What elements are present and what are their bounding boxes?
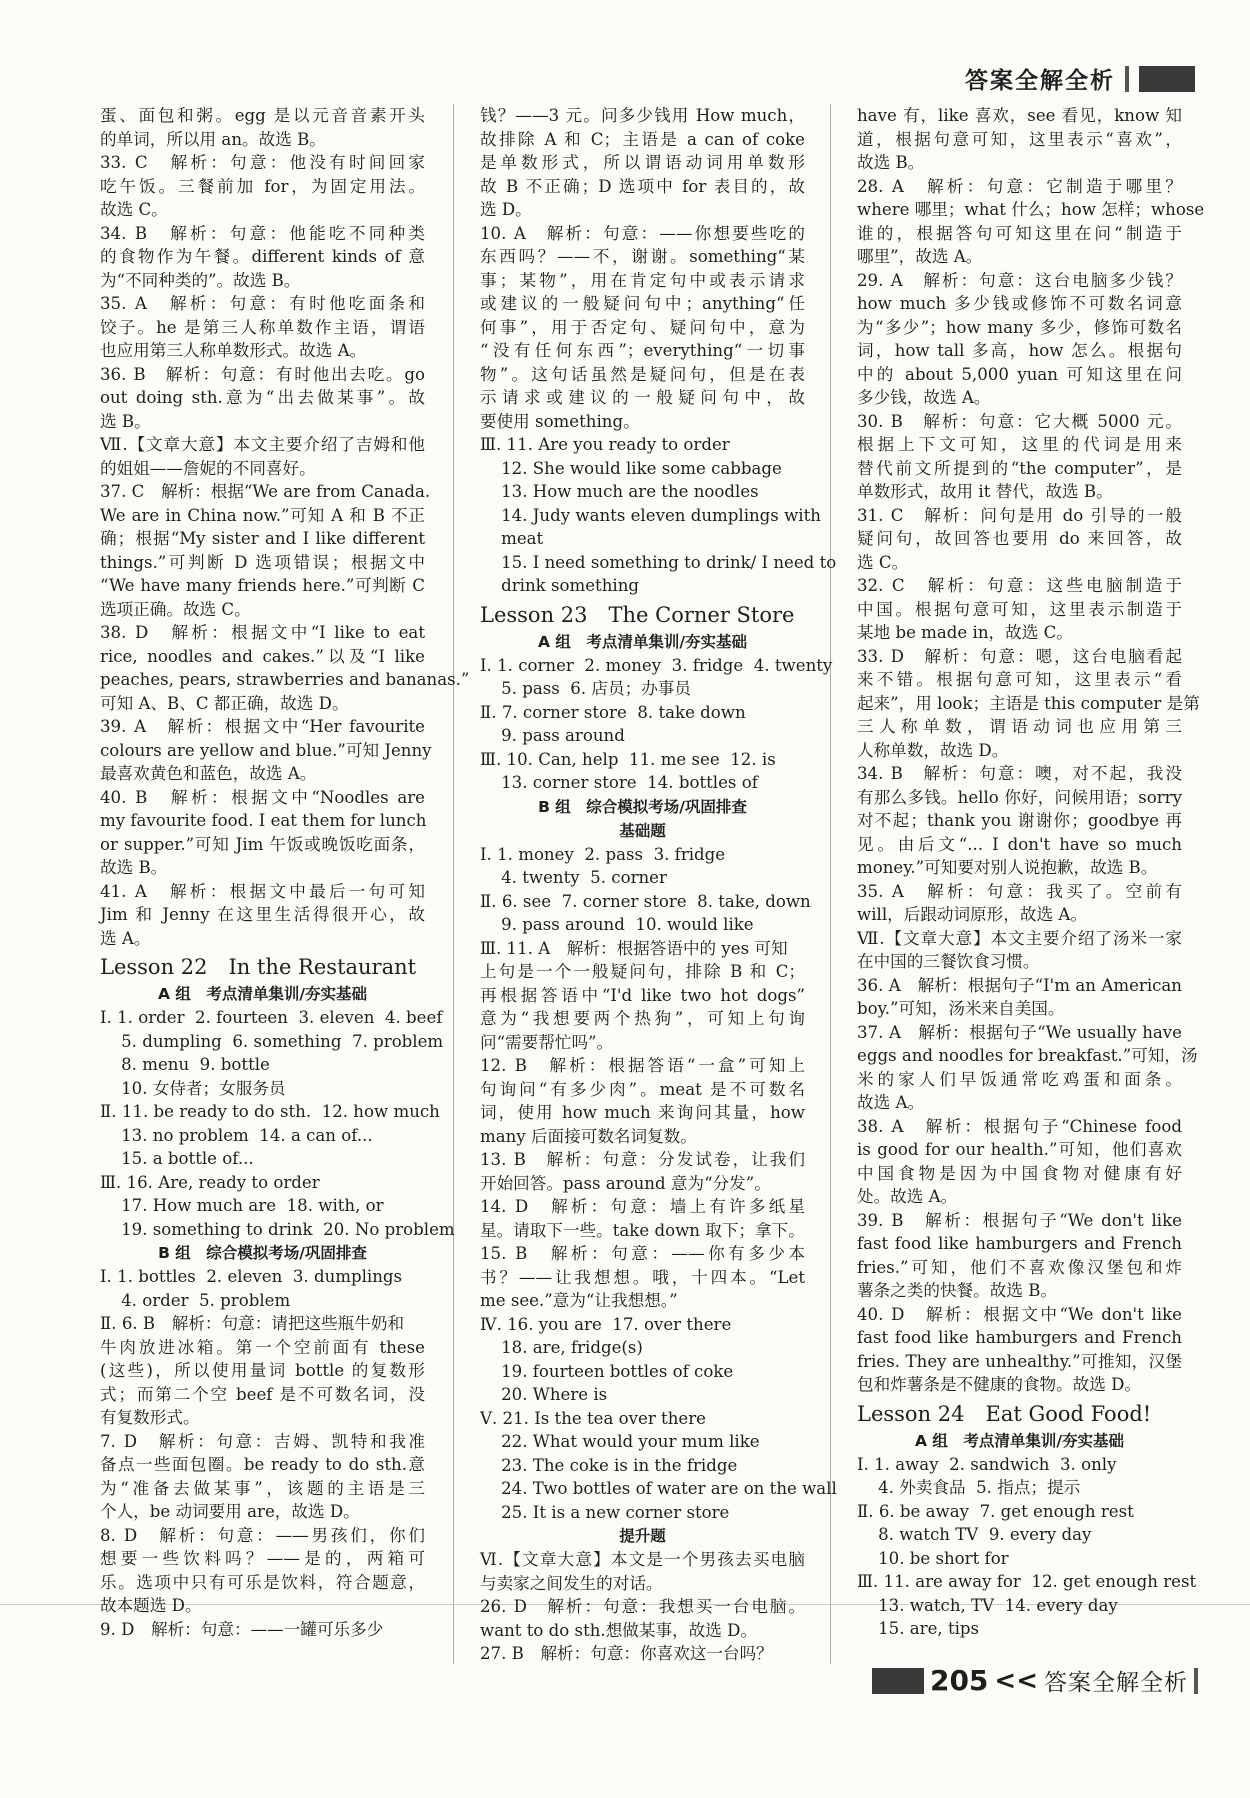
text-line: 26. D 解析：句意：我想买一台电脑。 — [480, 1597, 805, 1616]
text-line: (这些)，所以使用量词 bottle 的复数形 — [100, 1361, 425, 1380]
text-line: 在中国的三餐饮食习惯。 — [857, 952, 1040, 971]
text-line: 37. A 解析：根据句子“We usually have — [857, 1022, 1182, 1042]
text-line: want to do sth.想做某事，故选 D。 — [480, 1620, 758, 1640]
text-line: 句询问“有多少肉”。meat 是不可数名 — [480, 1079, 805, 1099]
footer-decor-block — [872, 1668, 924, 1694]
text-line: Ⅲ. 11. A 解析：根据答语中的 yes 可知 — [480, 938, 788, 958]
text-line: 34. B 解析：句意：他能吃不同种类 — [100, 223, 425, 243]
text-line: 13. watch, TV 14. every day — [857, 1595, 1118, 1615]
text-line: 钱？——3 元。问多少钱用 How much， — [480, 106, 805, 125]
text-line: meat — [480, 529, 544, 548]
text-line: 30. B 解析：句意：它大概 5000 元。 — [857, 411, 1182, 431]
text-line: 上句是一个一般疑问句，排除 B 和 C； — [480, 962, 805, 981]
text-line: 36. B 解析：句意：有时他出去吃。go — [100, 364, 425, 384]
text-line: 4. twenty 5. corner — [480, 868, 667, 887]
text-line: 要使用 something。 — [480, 411, 640, 431]
text-line: Ⅶ.【文章大意】本文主要介绍了吉姆和他 — [100, 435, 425, 454]
text-line: 14. Judy wants eleven dumplings with — [480, 505, 821, 525]
text-line: 星。请取下一些。take down 取下；拿下。 — [480, 1220, 805, 1240]
text-line: 25. It is a new corner store — [480, 1502, 730, 1522]
text-line: 22. What would your mum like — [480, 1432, 760, 1451]
text-line: 7. D 解析：句意：吉姆、凯特和我准 — [100, 1431, 425, 1451]
text-line: 9. pass around 10. would like — [480, 915, 754, 934]
text-line: 5. pass 6. 店员；办事员 — [480, 679, 691, 698]
text-line: 13. no problem 14. a can of... — [100, 1125, 373, 1145]
header-title: 答案全解全析 — [965, 68, 1115, 94]
text-line: 39. B 解析：根据句子“We don't like — [857, 1210, 1182, 1230]
text-line: 备点一些面包圈。be ready to do sth.意 — [100, 1455, 425, 1474]
text-line: boy.”可知，汤米来自美国。 — [857, 999, 1065, 1018]
text-line: 20. Where is — [480, 1385, 608, 1404]
text-line: 想要一些饮料吗？——是的，两箱可 — [100, 1549, 425, 1568]
text-line: Ⅲ. 10. Can, help 11. me see 12. is — [480, 749, 776, 769]
text-line: 37. C 解析：根据“We are from Canada. — [100, 482, 431, 501]
text-line: 三人称单数，谓语动词也应用第三 — [857, 717, 1182, 736]
group-heading: A 组 考点清单集训/夯实基础 — [914, 1431, 1125, 1450]
text-line: 来不错。根据句意可知，这里表示“看 — [857, 670, 1182, 689]
text-line: Ⅱ. 7. corner store 8. take down — [480, 702, 746, 722]
lesson-heading: Lesson 24 Eat Good Food! — [857, 1401, 1152, 1426]
text-line: 的姐姐——詹妮的不同喜好。 — [100, 458, 316, 478]
text-line: 39. A 解析：根据文中“Her favourite — [100, 717, 425, 736]
text-line: 可知 A、B、C 都正确，故选 D。 — [100, 693, 349, 713]
text-line: 人称单数，故选 D。 — [857, 740, 1009, 760]
text-line: have 有，like 喜欢，see 看见，know 知 — [857, 106, 1182, 125]
text-line: Ⅳ. 16. you are 17. over there — [480, 1314, 732, 1334]
column-divider — [830, 104, 831, 1664]
text-line: 谁的，根据答句可知这里在问“制造于 — [857, 223, 1182, 243]
text-line: 为“不同种类的”。故选 B。 — [100, 270, 301, 290]
text-line: rice, noodles and cakes.”以及“I like — [100, 646, 425, 666]
text-line: 40. D 解析：根据文中“We don't like — [857, 1304, 1182, 1324]
text-line: 15. B 解析：句意：——你有多少本 — [480, 1244, 805, 1263]
text-line: 开始回答。pass around 意为“分发”。 — [480, 1173, 771, 1193]
text-line: 28. A 解析：句意：它制造于哪里？ — [857, 176, 1182, 196]
text-line: 替代前文所提到的“the computer”，是 — [857, 458, 1182, 478]
footer-title: 答案全解全析 — [1044, 1670, 1188, 1696]
text-line: 29. A 解析：句意：这台电脑多少钱？ — [857, 270, 1182, 290]
text-line: Ⅴ. 21. Is the tea over there — [480, 1408, 706, 1428]
text-line: Ⅱ. 6. B 解析：句意：请把这些瓶牛奶和 — [100, 1314, 405, 1333]
page-number: 205 — [929, 1664, 989, 1697]
text-line: how much 多少钱或修饰不可数名词意 — [857, 294, 1182, 313]
text-line: 故排除 A 和 C；主语是 a can of coke — [480, 129, 805, 149]
section-label: 基础题 — [619, 821, 666, 840]
text-line: Ⅶ.【文章大意】本文主要介绍了汤米一家 — [857, 928, 1182, 948]
text-line: where 哪里；what 什么；how 怎样；whose — [857, 200, 1205, 219]
text-line: 41. A 解析：根据文中最后一句可知 — [100, 881, 425, 901]
text-line: 中国。根据句意可知，这里表示制造于 — [857, 599, 1182, 619]
text-line: 33. D 解析：句意：嗯，这台电脑看起 — [857, 646, 1182, 666]
text-line: 对不起；thank you 谢谢你；goodbye 再 — [857, 811, 1182, 830]
text-line: 38. D 解析：根据文中“I like to eat — [100, 623, 425, 642]
text-line: 故 B 不正确；D 选项中 for 表目的，故 — [480, 176, 805, 196]
text-line: is good for our health.”可知，他们喜欢 — [857, 1140, 1182, 1159]
text-line: 乐。选项中只有可乐是饮料，符合题意， — [100, 1572, 425, 1592]
text-line: 10. 女侍者；女服务员 — [100, 1078, 286, 1098]
text-line: 选 B。 — [100, 411, 151, 431]
text-line: or supper.”可知 Jim 午饭或晚饭吃面条， — [100, 834, 425, 854]
text-line: 故选 A。 — [857, 1093, 925, 1112]
group-heading: A 组 考点清单集训/夯实基础 — [157, 985, 368, 1003]
text-line: 13. How much are the noodles — [480, 482, 759, 501]
double-chevron-icon: << — [994, 1665, 1038, 1696]
text-line: 19. fourteen bottles of coke — [480, 1361, 734, 1381]
text-line: 选 C。 — [857, 552, 909, 572]
text-line: Ⅱ. 6. see 7. corner store 8. take, down — [480, 891, 811, 911]
text-line: 书？——让我想想。哦，十四本。“Let — [480, 1267, 805, 1287]
text-line: 35. A 解析：句意：我买了。空前有 — [857, 881, 1182, 901]
text-line: 选 A。 — [100, 928, 151, 948]
text-line: 牛肉放进冰箱。第一个空前面有 these — [100, 1337, 425, 1357]
text-line: 为“多少”；how many 多少，修饰可数名 — [857, 317, 1182, 337]
text-line: 8. menu 9. bottle — [100, 1055, 270, 1074]
text-line: 27. B 解析：句意：你喜欢这一台吗？ — [480, 1644, 773, 1663]
text-line: 吃午饭。三餐前加 for，为固定用法。 — [100, 176, 425, 196]
text-line: 35. A 解析：句意：有时他吃面条和 — [100, 294, 425, 313]
text-line: fast food like hamburgers and French — [857, 1234, 1182, 1253]
text-line: 与卖家之间发生的对话。 — [480, 1573, 663, 1593]
text-line: Ⅵ.【文章大意】本文是一个男孩去买电脑 — [480, 1550, 805, 1569]
text-line: 多少钱，故选 A。 — [857, 388, 991, 407]
text-line: 4. order 5. problem — [100, 1290, 291, 1310]
text-line: me see.”意为“让我想想。” — [480, 1291, 678, 1310]
text-line: 是单数形式，所以谓语动词用单数形 — [480, 153, 805, 172]
text-line: We are in China now.”可知 A 和 B 不正 — [100, 505, 425, 525]
text-line: 40. B 解析：根据文中“Noodles are — [100, 787, 425, 807]
text-line: 为“准备去做某事”，该题的主语是三 — [100, 1478, 425, 1498]
text-line: fast food like hamburgers and French — [857, 1328, 1182, 1347]
answer-page — [100, 104, 1205, 1664]
text-line: 米的家人们早饭通常吃鸡蛋和面条。 — [857, 1069, 1182, 1089]
text-line: 4. 外卖食品 5. 指点；提示 — [857, 1478, 1081, 1497]
text-line: 处。故选 A。 — [857, 1187, 958, 1206]
page-header — [965, 62, 1195, 95]
text-line: fries. They are unhealthy.”可推知，汉堡 — [857, 1351, 1182, 1371]
text-line: 薯条之类的快餐。故选 B。 — [857, 1281, 1057, 1300]
footer-divider — [1194, 1668, 1198, 1694]
text-line: out doing sth.意为“出去做某事”。故 — [100, 388, 425, 407]
text-line: 有复数形式。 — [100, 1408, 200, 1427]
text-line: 词，how tall 多高，how 怎么。根据句 — [857, 341, 1182, 360]
text-line: Ⅲ. 11. are away for 12. get enough rest — [857, 1572, 1197, 1591]
text-line: 蛋、面包和粥。egg 是以元音音素开头 — [100, 106, 425, 125]
text-line: 意为“我想要两个热狗”，可知上句询 — [480, 1009, 805, 1028]
text-line: 起来”，用 look；主语是 this computer 是第 — [857, 693, 1200, 713]
text-line: 14. D 解析：句意：墙上有许多纸星 — [480, 1197, 805, 1216]
text-line: 事；某物”，用在肯定句中或表示请求 — [480, 270, 805, 290]
text-line: 有那么多钱。hello 你好，问候用语；sorry — [857, 787, 1182, 807]
text-line: 包和炸薯条是不健康的食物。故选 D。 — [857, 1375, 1142, 1394]
text-line: 疑问句，故回答也要用 do 来回答，故 — [857, 529, 1182, 548]
text-line: drink something — [480, 576, 640, 595]
text-line: Ⅰ. 1. order 2. fourteen 3. eleven 4. beef — [100, 1008, 443, 1027]
text-line: 5. dumpling 6. something 7. problem — [100, 1031, 444, 1051]
text-line: 15. a bottle of... — [100, 1149, 254, 1168]
text-line: 故选 C。 — [100, 200, 168, 219]
text-line: 13. corner store 14. bottles of — [480, 773, 758, 792]
column-left — [100, 104, 470, 1641]
text-line: things.”可判断 D 选项错误；根据文中 — [100, 552, 425, 572]
column-divider — [453, 104, 454, 1664]
text-line: 故选 B。 — [857, 153, 925, 172]
group-heading: B 组 综合模拟考场/巩固排查 — [538, 797, 747, 816]
section-label: 提升题 — [619, 1527, 666, 1545]
text-line: 中的 about 5,000 yuan 可知这里在问 — [857, 364, 1182, 384]
text-line: 15. are, tips — [857, 1619, 980, 1638]
text-line: 根据上下文可知，这里的代词是用来 — [857, 435, 1182, 454]
text-line: money.”可知要对别人说抱歉，故选 B。 — [857, 858, 1158, 877]
text-line: 的食物作为午餐。different kinds of 意 — [100, 247, 425, 266]
text-line: 34. B 解析：句意：噢，对不起，我没 — [857, 764, 1182, 783]
group-heading: B 组 综合模拟考场/巩固排查 — [158, 1244, 367, 1262]
text-line: 道，根据句意可知，这里表示“喜欢”， — [857, 129, 1182, 149]
text-line: 再根据答语中“I'd like two hot dogs” — [480, 985, 805, 1005]
header-decor-block — [1139, 66, 1195, 92]
text-line: 12. She would like some cabbage — [480, 458, 782, 478]
text-line: 何事”，用于否定句、疑问句中，意为 — [480, 317, 805, 337]
column-middle — [480, 104, 837, 1666]
text-line: 或建议的一般疑问句中；anything“任 — [480, 294, 805, 313]
text-line: 示请求或建议的一般疑问句中，故 — [480, 388, 805, 407]
lesson-heading: Lesson 23 The Corner Store — [480, 602, 795, 627]
text-line: 哪里”，故选 A。 — [857, 247, 983, 266]
text-line: 物”。这句话虽然是疑问句，但是在表 — [480, 364, 805, 384]
text-line: “没有任何东西”；everything“一切事 — [480, 341, 805, 360]
text-line: Ⅲ. 11. Are you ready to order — [480, 435, 730, 454]
text-line: colours are yellow and blue.”可知 Jenny — [100, 740, 432, 760]
text-line: 8. D 解析：句意：——男孩们，你们 — [100, 1525, 425, 1545]
text-line: my favourite food. I eat them for lunch — [100, 811, 427, 830]
text-line: Ⅱ. 11. be ready to do sth. 12. how much — [100, 1102, 440, 1121]
text-line: 词，使用 how much 来询问其量，how — [480, 1103, 805, 1122]
text-line: 个人，be 动词要用 are，故选 D。 — [100, 1502, 360, 1521]
text-line: 13. B 解析：句意：分发试卷，让我们 — [480, 1150, 805, 1169]
text-line: 8. watch TV 9. every day — [857, 1525, 1092, 1544]
text-line: 33. C 解析：句意：他没有时间回家 — [100, 153, 425, 172]
text-line: 式；而第二个空 beef 是不可数名词，没 — [100, 1384, 425, 1404]
group-heading: A 组 考点清单集训/夯实基础 — [537, 632, 748, 651]
text-line: “We have many friends here.”可判断 C — [100, 576, 425, 595]
text-line: Ⅲ. 16. Are, ready to order — [100, 1172, 320, 1192]
text-line: Jim 和 Jenny 在这里生活得很开心，故 — [100, 905, 425, 924]
text-line: Ⅰ. 1. corner 2. money 3. fridge 4. twenty — [480, 655, 833, 675]
text-line: 32. C 解析：句意：这些电脑制造于 — [857, 576, 1182, 595]
text-line: peaches, pears, strawberries and bananas.” — [100, 670, 470, 689]
text-line: 确；根据“My sister and I like different — [100, 529, 425, 548]
text-line: 10. be short for — [857, 1548, 1009, 1568]
text-line: 饺子。he 是第三人称单数作主语，谓语 — [100, 317, 425, 337]
text-line: will，后跟动词原形，故选 A。 — [857, 905, 1087, 924]
text-line: 选 D。 — [480, 200, 532, 219]
text-line: 中国食物是因为中国食物对健康有好 — [857, 1163, 1182, 1183]
text-line: Ⅱ. 6. be away 7. get enough rest — [857, 1501, 1134, 1521]
text-line: 问“需要帮忙吗”。 — [480, 1032, 614, 1052]
text-line: 单数形式，故用 it 替代，故选 B。 — [857, 482, 1113, 501]
text-line: eggs and noodles for breakfast.”可知，汤 — [857, 1046, 1198, 1065]
text-line: 15. I need something to drink/ I need to — [480, 552, 837, 572]
text-line: 也应用第三人称单数形式。故选 A。 — [100, 341, 367, 360]
column-right — [857, 104, 1205, 1641]
text-line: 9. pass around — [480, 726, 625, 745]
text-line: 见。由后文“... I don't have so much — [857, 834, 1182, 854]
text-line: fries.”可知，他们不喜欢像汉堡包和炸 — [857, 1257, 1182, 1277]
header-divider — [1125, 66, 1129, 92]
text-line: 故选 B。 — [100, 858, 168, 877]
text-line: Ⅰ. 1. away 2. sandwich 3. only — [857, 1454, 1117, 1474]
text-line: 18. are, fridge(s) — [480, 1338, 643, 1357]
text-line: Ⅰ. 1. bottles 2. eleven 3. dumplings — [100, 1267, 403, 1286]
text-line: 9. D 解析：句意：——一罐可乐多少 — [100, 1619, 384, 1639]
text-line: 24. Two bottles of water are on the wall — [480, 1479, 837, 1498]
text-line: 10. A 解析：句意：——你想要些吃的 — [480, 223, 805, 243]
text-line: 选项正确。故选 C。 — [100, 599, 251, 619]
text-line: 12. B 解析：根据答语“一盒”可知上 — [480, 1056, 805, 1075]
text-line: Ⅰ. 1. money 2. pass 3. fridge — [480, 844, 726, 864]
text-line: 故本题选 D。 — [100, 1596, 202, 1615]
page-footer — [872, 1664, 1198, 1697]
text-line: 最喜欢黄色和蓝色，故选 A。 — [100, 764, 317, 783]
text-line: 38. A 解析：根据句子“Chinese food — [857, 1116, 1182, 1136]
text-line: many 后面接可数名词复数。 — [480, 1126, 697, 1146]
text-line: 某地 be made in，故选 C。 — [857, 623, 1073, 642]
text-line: 东西吗？——不，谢谢。something“某 — [480, 247, 805, 266]
text-line: 36. A 解析：根据句子“I'm an American — [857, 975, 1182, 995]
text-line: 17. How much are 18. with, or — [100, 1196, 384, 1215]
text-line: 19. something to drink 20. No problem — [100, 1219, 455, 1239]
text-line: 的单词，所以用 an。故选 B。 — [100, 129, 326, 149]
text-line: 31. C 解析：问句是用 do 引导的一般 — [857, 505, 1182, 525]
text-line: 23. The coke is in the fridge — [480, 1455, 738, 1475]
lesson-heading: Lesson 22 In the Restaurant — [100, 955, 417, 979]
